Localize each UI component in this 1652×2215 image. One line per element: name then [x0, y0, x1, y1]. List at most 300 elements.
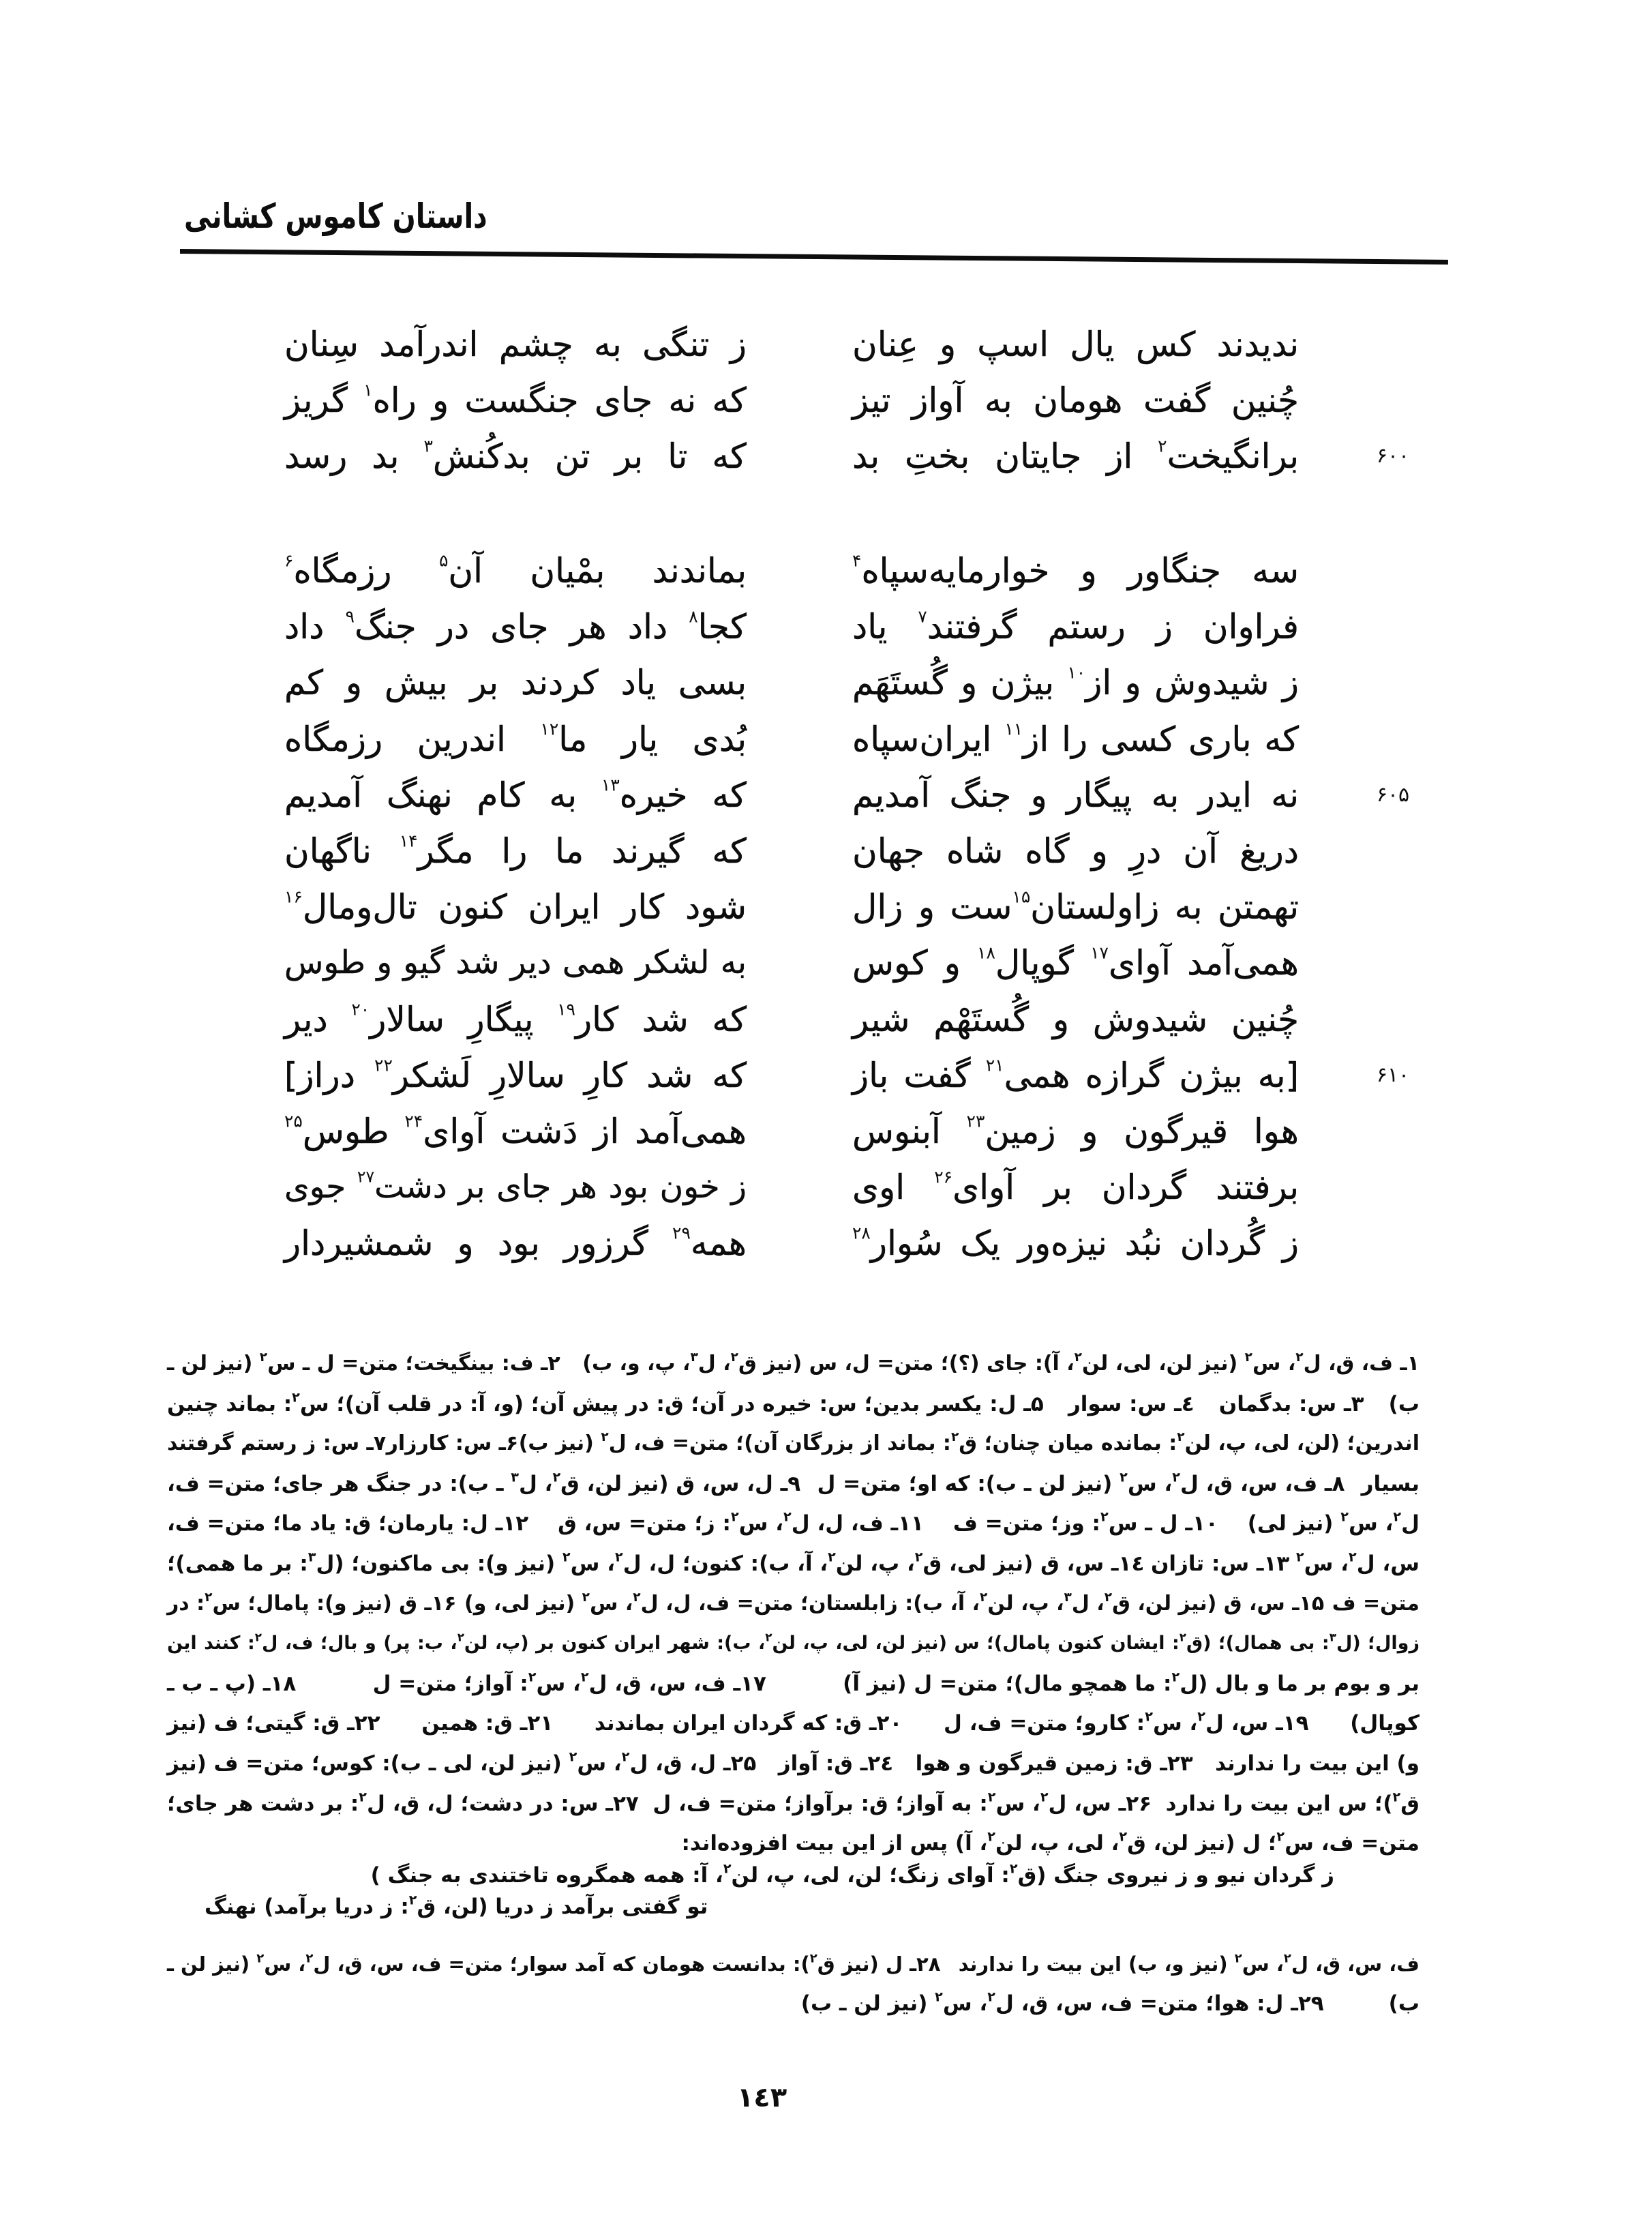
- siglum-superscript: ۲: [1009, 1860, 1018, 1877]
- text-segment: ، س: [995, 1791, 1040, 1816]
- footnote-line: [167, 1944, 1420, 1984]
- siglum-superscript: ۲: [562, 1549, 571, 1565]
- text-segment: : در: [167, 1591, 205, 1616]
- text-segment: ۲۳ـ ق: زمین قیرگون و هوا: [915, 1751, 1193, 1776]
- siglum-superscript: ۲: [723, 1860, 732, 1877]
- hemistich-first: [852, 1159, 1299, 1215]
- text-segment: ، س: [570, 1551, 616, 1576]
- couplet-row: [0, 372, 1652, 428]
- text-segment: چُنین شیدوش و گُستَهْم شیر: [852, 999, 1299, 1039]
- footnote-entry: [652, 1784, 1152, 1824]
- hemistich-first: [852, 823, 1299, 879]
- footnote-entry: [167, 1744, 756, 1784]
- text-segment: ، س: [536, 1671, 581, 1696]
- footnote-ref: ۸: [689, 606, 698, 627]
- siglum-superscript: ۲: [1172, 1469, 1180, 1485]
- verse-block: [0, 543, 1652, 1271]
- text-segment: ۱۲ـ ل: یارمان؛ ق: یاد ما؛ متن= ف،: [167, 1511, 529, 1536]
- verse-number: ۶۰۵: [1376, 782, 1410, 807]
- couplet-row: [0, 428, 1652, 484]
- text-segment: بُدی یار ما: [558, 719, 747, 759]
- text-segment: ، س: [577, 1751, 622, 1776]
- siglum-superscript: ۲: [1393, 1508, 1402, 1525]
- text-segment: (نیز لن، لی، لن: [1082, 1352, 1245, 1376]
- text-segment: و) این بیت را ندارند: [1215, 1751, 1420, 1776]
- siglum-superscript: ۲: [457, 1630, 464, 1644]
- hemistich-first: [852, 372, 1299, 428]
- siglum-superscript: ۲: [987, 1828, 995, 1845]
- couplet-row: [0, 1159, 1652, 1215]
- footnote-line: [167, 1664, 1420, 1704]
- footnote-entry: [167, 1544, 1144, 1584]
- footnote-entry: [519, 1424, 1420, 1464]
- footnote-ref: ۲۳: [966, 1111, 985, 1131]
- text-segment: ز خون بود هر جای بر دشت: [374, 1168, 747, 1206]
- text-segment: ، س: [1242, 1952, 1284, 1976]
- text-segment: پیگارِ سالار: [370, 999, 558, 1039]
- text-segment: ١٤ـ س، ق (نیز لی، ق: [922, 1551, 1145, 1576]
- text-segment: (نیز لی، و): [464, 1591, 582, 1616]
- siglum-superscript: ۲: [259, 1350, 268, 1365]
- text-segment: که شد کارِ سالارِ لَشکر: [392, 1055, 747, 1095]
- footnote-entry: [167, 1424, 386, 1464]
- siglum-superscript: ۲: [1244, 1350, 1252, 1365]
- text-segment: تهمتن به زاولستان: [1030, 887, 1299, 927]
- footnote-ref: ۲۹: [672, 1223, 691, 1243]
- footnote-ref: ۲۵: [284, 1111, 303, 1131]
- text-segment: آبنوس: [852, 1111, 967, 1151]
- footnote-line: [167, 1624, 1420, 1664]
- siglum-superscript: ۲: [552, 1469, 561, 1485]
- text-segment: بسی یاد کردند بر بیش و کم: [284, 663, 747, 703]
- siglum-superscript: ۲: [828, 1549, 836, 1565]
- text-segment: ـ ب): در جنگ هر جای؛ متن= ف،: [167, 1471, 511, 1496]
- footnote-entry: [167, 1464, 800, 1504]
- footnote-line: [167, 1984, 1420, 2024]
- siglum-superscript: ۲: [730, 1350, 739, 1365]
- siglum-superscript: ۲: [205, 1590, 213, 1605]
- hemistich-second: [284, 316, 747, 372]
- siglum-superscript: ۲: [980, 1590, 988, 1605]
- text-segment: : کارو؛ متن= ف، ل: [944, 1711, 1145, 1736]
- text-segment: گرزور بود و شمشیردار: [284, 1223, 673, 1264]
- couplet-row: [0, 823, 1652, 879]
- text-segment: تو گفتی برآمد ز دریا (لن، ق: [417, 1894, 708, 1919]
- footnote-ref: ۱۸: [977, 942, 995, 963]
- hemistich-first: [852, 543, 1299, 599]
- text-segment: ، ل: [518, 1471, 553, 1496]
- footnote-entry: [167, 1624, 1420, 1664]
- text-segment: ایران‌سپاه: [852, 719, 1005, 759]
- text-segment: برفتند گردان بر آوای: [952, 1168, 1299, 1208]
- hemistich-first: [852, 428, 1299, 484]
- footnote-line: [167, 1860, 1420, 1891]
- text-segment: ): بدانست هومان که آمد سوار؛ متن= ف، س، ق، ل: [313, 1952, 810, 1976]
- siglum-superscript: ۳: [1329, 1630, 1336, 1644]
- footnote-ref: ۲۷: [357, 1167, 375, 1187]
- footnote-line: [167, 1784, 1420, 1824]
- text-segment: ۵ـ ل: یکسر بدین؛ س: خیره در آن؛ ق: در پیش آن؛ (و، آ: در قلب آن)؛ س: [299, 1391, 1044, 1416]
- text-segment: (نیز لن، لی ـ ب): کوس؛ متن= ف (نیز: [167, 1751, 569, 1776]
- hemistich-second: [284, 372, 747, 428]
- footnote-ref: ۹: [345, 606, 355, 627]
- text-segment: زوال؛ (ل: [1336, 1633, 1420, 1654]
- verse-block: [0, 316, 1652, 484]
- text-segment: ، س: [738, 1511, 784, 1536]
- text-segment: ، س: [1152, 1711, 1198, 1736]
- text-segment: ، پ، لن: [835, 1551, 915, 1576]
- footnote-entry: [1332, 1584, 1420, 1624]
- text-segment: ۱۹ـ س، ل: [1205, 1711, 1309, 1736]
- text-segment: گوپال: [995, 943, 1091, 983]
- text-segment: ، ب): شهر ایران کنون بر (پ، لن: [464, 1633, 766, 1654]
- siglum-superscript: ۲: [1276, 1828, 1285, 1845]
- footnote-ref: ۲۶: [934, 1167, 953, 1187]
- hemistich-second: [284, 992, 747, 1047]
- text-segment: ، س: [1349, 1511, 1394, 1536]
- siglum-superscript: ۲: [987, 1989, 995, 2005]
- verse-number: ۶۰۰: [1376, 444, 1410, 468]
- footnote-entry: [1219, 1384, 1364, 1425]
- footnote-entry: [421, 1704, 553, 1744]
- text-segment: : بماند از بزرگان آن)؛ متن= ف، ل: [608, 1431, 951, 1456]
- text-segment: اوی: [852, 1168, 935, 1208]
- siglum-superscript: ۲: [935, 1989, 943, 2005]
- footnote-line: [167, 1544, 1420, 1584]
- text-segment: ۷ـ س: ز رستم گرفتند: [167, 1431, 387, 1456]
- footnote-line: [167, 1344, 1420, 1384]
- hemistich-first: [852, 711, 1299, 767]
- text-segment: به لشکر همی دیر شد گیو و طوس: [284, 944, 747, 982]
- text-segment: ۱۰ـ ل ـ س: [1108, 1511, 1218, 1536]
- footnote-line: [167, 1464, 1420, 1504]
- siglum-superscript: ۲: [1119, 1828, 1128, 1845]
- text-segment: اندرین؛ (لن، لی، پ، لن: [1184, 1431, 1420, 1456]
- text-segment: ۲۱ـ ق: همین: [421, 1711, 554, 1736]
- hemistich-second: [284, 879, 747, 935]
- text-segment: ب): [1388, 1991, 1420, 2017]
- footnote-entry: [944, 1704, 1308, 1744]
- footnote-ref: ۱۷: [1090, 942, 1109, 963]
- footnote-entry: [167, 1384, 1044, 1425]
- footnote-entry: [167, 1784, 639, 1824]
- text-segment: (نیز لن ـ ب): که او؛ متن= ل: [817, 1471, 1120, 1496]
- siglum-superscript: ۳: [690, 1350, 698, 1365]
- text-segment: ، آ، ب): زابلستان؛ متن= ف، ل، ل: [640, 1591, 980, 1616]
- couplet-row: [0, 316, 1652, 372]
- text-segment: ، ل: [1071, 1591, 1105, 1616]
- text-segment: ست و زال: [852, 887, 1012, 927]
- text-segment: ؛ ل (نیز لن، ق: [1127, 1831, 1277, 1856]
- text-segment: رزمگاه: [293, 551, 439, 591]
- text-segment: کجا: [697, 607, 747, 647]
- hemistich-first: [852, 1103, 1299, 1159]
- couplet-row: [0, 992, 1652, 1047]
- footnote-line: [167, 1384, 1420, 1425]
- text-segment: از جایتان بختِ بد: [852, 436, 1158, 476]
- footnote-ref: ۷: [918, 606, 927, 627]
- text-segment: (نیز و، ب) این بیت را ندارند: [958, 1952, 1235, 1976]
- hemistich-first: [852, 767, 1299, 823]
- text-segment: ۲۹ـ ل: هوا؛ متن= ف، س، ق، ل: [995, 1991, 1324, 2017]
- footnote-entry: [801, 1984, 1324, 2024]
- couplet-row: [0, 767, 1652, 823]
- text-segment: ۱۸ـ (پ ـ ب ـ: [167, 1671, 297, 1696]
- text-segment: و کوس: [852, 943, 978, 983]
- footnote-entry: [916, 1744, 1193, 1784]
- footnote-ref: ۶: [284, 550, 294, 571]
- footnote-ref: ۲۴: [404, 1111, 423, 1131]
- text-segment: ۲۸ـ ل (نیز ق: [817, 1952, 941, 1976]
- text-segment: داد: [284, 607, 346, 647]
- footnote-ref: ۴: [852, 550, 862, 571]
- text-segment: ، لی، پ، لن: [995, 1831, 1120, 1856]
- text-segment: متن= ف: [1332, 1591, 1420, 1616]
- text-segment: ۱۶ـ ق (نیز و): پامال؛ س: [212, 1591, 457, 1616]
- text-segment: : آوای زنگ؛ لن، لی، پ، لن: [731, 1862, 1010, 1888]
- siglum-superscript: ۲: [914, 1549, 923, 1565]
- text-segment: ، س: [942, 1991, 988, 2017]
- siglum-superscript: ۳: [307, 1549, 316, 1565]
- text-segment: ، آ، ب): کنون؛ ل، ل: [622, 1551, 828, 1576]
- hemistich-first: [852, 992, 1299, 1047]
- text-segment: (نیز ب): [518, 1431, 601, 1456]
- text-segment: (نیز لن ـ ب): [800, 1991, 935, 2017]
- verse-number: ۶۱۰: [1376, 1062, 1410, 1087]
- text-segment: : وز؛ متن= ف: [952, 1511, 1100, 1536]
- text-segment: ۱ـ ف، ق، ل: [1303, 1352, 1420, 1376]
- footnote-entry: [167, 1704, 380, 1744]
- text-segment: شود کار ایران کنون تال‌ومال: [302, 887, 747, 927]
- text-segment: همی‌آمد از دَشت آوای: [423, 1111, 747, 1151]
- footnote-entry: [558, 1504, 924, 1544]
- couplet-row: [0, 1047, 1652, 1103]
- text-segment: همه: [690, 1223, 747, 1264]
- siglum-superscript: ۲: [783, 1508, 792, 1525]
- footnote-line: [167, 1504, 1420, 1544]
- text-segment: [به بیژن گرازه همی: [1004, 1055, 1299, 1095]
- hemistich-first: [852, 879, 1299, 935]
- footnote-ref: ۱۵: [1012, 887, 1031, 907]
- text-segment: دریغ آن درِ و گاه شاه جهان: [852, 831, 1299, 871]
- text-segment: ، س: [1127, 1471, 1173, 1496]
- text-segment: : ز دریا برآمد) نهنگ: [205, 1894, 409, 1919]
- text-segment: یاد: [852, 607, 918, 647]
- text-segment: ۶ـ س: کارزار: [386, 1431, 519, 1456]
- siglum-superscript: ۲: [633, 1590, 641, 1605]
- hemistich-second: [284, 655, 747, 711]
- text-segment: گفت باز: [852, 1055, 986, 1095]
- text-segment: ۹ـ ل، س، ق (نیز لن، ق: [560, 1471, 801, 1496]
- text-segment: : ما همچو مال)؛ متن= ل (نیز آ): [843, 1671, 1172, 1696]
- footnote-ref: ۱۶: [284, 887, 303, 907]
- text-segment: بماندند بمْیان آن: [448, 551, 747, 591]
- text-segment: ، ب: پر) و بال؛ ف، ل: [262, 1633, 457, 1654]
- text-segment: : بر ما همی)؛: [167, 1551, 308, 1576]
- text-segment: (نیز لن ـ: [167, 1352, 260, 1376]
- footnote-entry: [959, 1944, 1420, 1984]
- footnote-line: [167, 1744, 1420, 1784]
- footnote-entry: [167, 1664, 296, 1704]
- text-segment: که باری کسی را از: [1023, 719, 1299, 759]
- text-segment: که تا بر تن بدکُنش: [432, 436, 747, 476]
- hemistich-second: [284, 1159, 747, 1215]
- siglum-superscript: ۲: [1295, 1350, 1304, 1365]
- siglum-superscript: ۲: [582, 1590, 590, 1605]
- text-segment: بر و بوم بر ما و بال (ل: [1180, 1671, 1420, 1696]
- text-segment: (نیز لن ـ: [167, 1952, 257, 1976]
- siglum-superscript: ۲: [256, 1951, 265, 1966]
- hemistich-second: [284, 935, 747, 991]
- running-header-title: داستان کاموس کشانی: [184, 196, 487, 236]
- text-segment: ۲۵ـ ل، ق، ل: [629, 1751, 757, 1776]
- footnote-entry: [167, 1344, 560, 1384]
- text-segment: متن= ف، س: [1285, 1831, 1420, 1856]
- siglum-superscript: ۲: [305, 1951, 314, 1966]
- text-segment: داد هر جای در جنگ: [354, 607, 689, 647]
- text-segment: ۲۷ـ س: در دشت؛ ل، ق، ل: [367, 1791, 639, 1816]
- footnote-ref: ۲: [1158, 436, 1167, 456]
- footnote-entry: [167, 1584, 456, 1624]
- text-segment: ق: [1400, 1791, 1420, 1816]
- footnote-entry: [817, 1464, 1345, 1504]
- text-segment: : به آواز؛ ق: برآواز؛ متن= ف، ل: [652, 1791, 988, 1816]
- siglum-superscript: ۲: [1074, 1350, 1083, 1365]
- hemistich-second: [284, 428, 747, 484]
- footnote-entry: [167, 1504, 528, 1544]
- text-segment: کوپال): [1350, 1711, 1420, 1736]
- footnote-entry: [681, 1824, 1420, 1864]
- siglum-superscript: ۲: [987, 1789, 996, 1805]
- text-segment: که گیرند ما را مگر: [417, 831, 747, 871]
- footnote-entry: [582, 1344, 1420, 1384]
- hemistich-first: [852, 599, 1299, 655]
- footnote-ref: ۱۰: [1067, 662, 1086, 683]
- hemistich-second: [284, 543, 747, 599]
- text-segment: دراز]: [284, 1055, 375, 1095]
- siglum-superscript: ۲: [809, 1951, 817, 1966]
- footnote-entry: [1166, 1784, 1420, 1824]
- text-segment: بسیار: [1361, 1471, 1420, 1496]
- text-segment: ۱۵ـ س، ق (نیز لن، ق: [1112, 1591, 1325, 1616]
- siglum-superscript: ۲: [1295, 1549, 1304, 1565]
- text-segment: ندیدند کس یال اسپ و عِنان: [852, 325, 1299, 364]
- siglum-superscript: ۲: [1197, 1708, 1206, 1725]
- text-segment: ۲۶ـ س، ل: [1048, 1791, 1152, 1816]
- text-segment: ، پ، لن: [987, 1591, 1064, 1616]
- footnote-entry: [373, 1664, 766, 1704]
- text-segment: : بی همال)؛ (ق: [1186, 1633, 1330, 1654]
- footnote-entry: [1151, 1544, 1289, 1584]
- text-segment: : آواز؛ متن= ل: [372, 1671, 528, 1696]
- footnote-entry: [779, 1744, 894, 1784]
- hemistich-second: [284, 599, 747, 655]
- footnote-ref: ۱۲: [540, 718, 559, 739]
- hemistich-second: [284, 823, 747, 879]
- text-segment: ب): [1388, 1391, 1420, 1416]
- hemistich-first: [852, 935, 1299, 991]
- hemistich-first: [852, 316, 1299, 372]
- text-segment: ٢٤ـ ق: آواز: [778, 1751, 894, 1776]
- text-segment: : بر دشت هر جای؛: [167, 1791, 359, 1816]
- siglum-superscript: ۲: [601, 1430, 609, 1445]
- couplet-row: [0, 543, 1652, 599]
- siglum-superscript: ۲: [765, 1630, 772, 1644]
- siglum-superscript: ۲: [1177, 1430, 1185, 1445]
- couplet-row: [0, 879, 1652, 935]
- siglum-superscript: ۲: [730, 1508, 739, 1525]
- header-rule: [180, 249, 1448, 265]
- text-segment: طوس: [302, 1111, 405, 1151]
- text-segment: به کام نهنگ آمدیم: [284, 775, 601, 815]
- text-segment: ، س: [1252, 1352, 1296, 1376]
- text-segment: : بمانده میان چنان؛ ق: [959, 1431, 1177, 1456]
- footnote-entry: [595, 1704, 902, 1744]
- text-segment: بد رسد: [284, 436, 424, 476]
- text-segment: برانگیخت: [1167, 436, 1299, 476]
- footnote-entry: [843, 1664, 1420, 1704]
- text-segment: س، ل: [1356, 1551, 1420, 1576]
- couplet-row: [0, 655, 1652, 711]
- text-segment: همی‌آمد آوای: [1108, 943, 1299, 983]
- text-segment: ل: [1401, 1511, 1420, 1536]
- siglum-superscript: ۲: [1104, 1590, 1113, 1605]
- hemistich-first: [852, 655, 1299, 711]
- couplet-row: [0, 1103, 1652, 1159]
- footnote-entry: [387, 1424, 519, 1464]
- text-segment: ۳ـ س: بدگمان: [1218, 1391, 1364, 1416]
- footnote-entry: [464, 1584, 1324, 1624]
- footnote-entry: [1389, 1384, 1420, 1425]
- siglum-superscript: ۲: [1100, 1508, 1109, 1525]
- text-segment: ز شیدوش و از: [1085, 663, 1299, 703]
- text-segment: ، آ): جای (؟)؛ متن= ل، س (نیز ق: [738, 1352, 1075, 1376]
- text-segment: : ز؛ متن= س، ق: [558, 1511, 731, 1536]
- text-segment: ناگهان: [284, 831, 400, 871]
- siglum-superscript: ۲: [580, 1669, 589, 1685]
- text-segment: ۲ـ ف: بینگیخت؛ متن= ل ـ س: [267, 1352, 560, 1376]
- text-segment: ، ل: [697, 1352, 731, 1376]
- siglum-superscript: ۲: [1120, 1469, 1128, 1485]
- footnote-line: [167, 1584, 1420, 1624]
- text-segment: ۸ـ ف، س، ق، ل: [1180, 1471, 1345, 1496]
- siglum-superscript: ۲: [1179, 1630, 1187, 1644]
- footnote-line: [167, 1704, 1420, 1744]
- footnote-line: [167, 1424, 1420, 1464]
- couplet-row: [0, 711, 1652, 767]
- footnote-entry: [1296, 1544, 1420, 1584]
- footnote-line: [167, 1891, 1420, 1922]
- footnote-ref: ۱: [363, 380, 373, 400]
- text-segment: که شد کار: [575, 999, 747, 1039]
- text-segment: فراوان ز رستم گرفتند: [927, 607, 1299, 647]
- siglum-superscript: ۳: [1064, 1590, 1072, 1605]
- text-segment: ، آ) پس از این بیت افزوده‌اند:: [681, 1831, 988, 1856]
- siglum-superscript: ۲: [1392, 1789, 1401, 1805]
- hemistich-first: [852, 1215, 1299, 1271]
- footnote-line: [167, 1824, 1420, 1864]
- footnote-entry: [1362, 1464, 1420, 1504]
- siglum-superscript: ۲: [1171, 1669, 1180, 1685]
- siglum-superscript: ۲: [621, 1749, 630, 1765]
- footnote-entry: [371, 1860, 1334, 1891]
- siglum-superscript: ۲: [1283, 1951, 1291, 1966]
- footnote-entry: [1068, 1384, 1195, 1425]
- text-segment: ۱۳ـ س: تازان: [1150, 1551, 1290, 1576]
- siglum-superscript: ۲: [569, 1749, 577, 1765]
- siglum-superscript: ۲: [1234, 1951, 1242, 1966]
- text-segment: جوی: [284, 1168, 357, 1206]
